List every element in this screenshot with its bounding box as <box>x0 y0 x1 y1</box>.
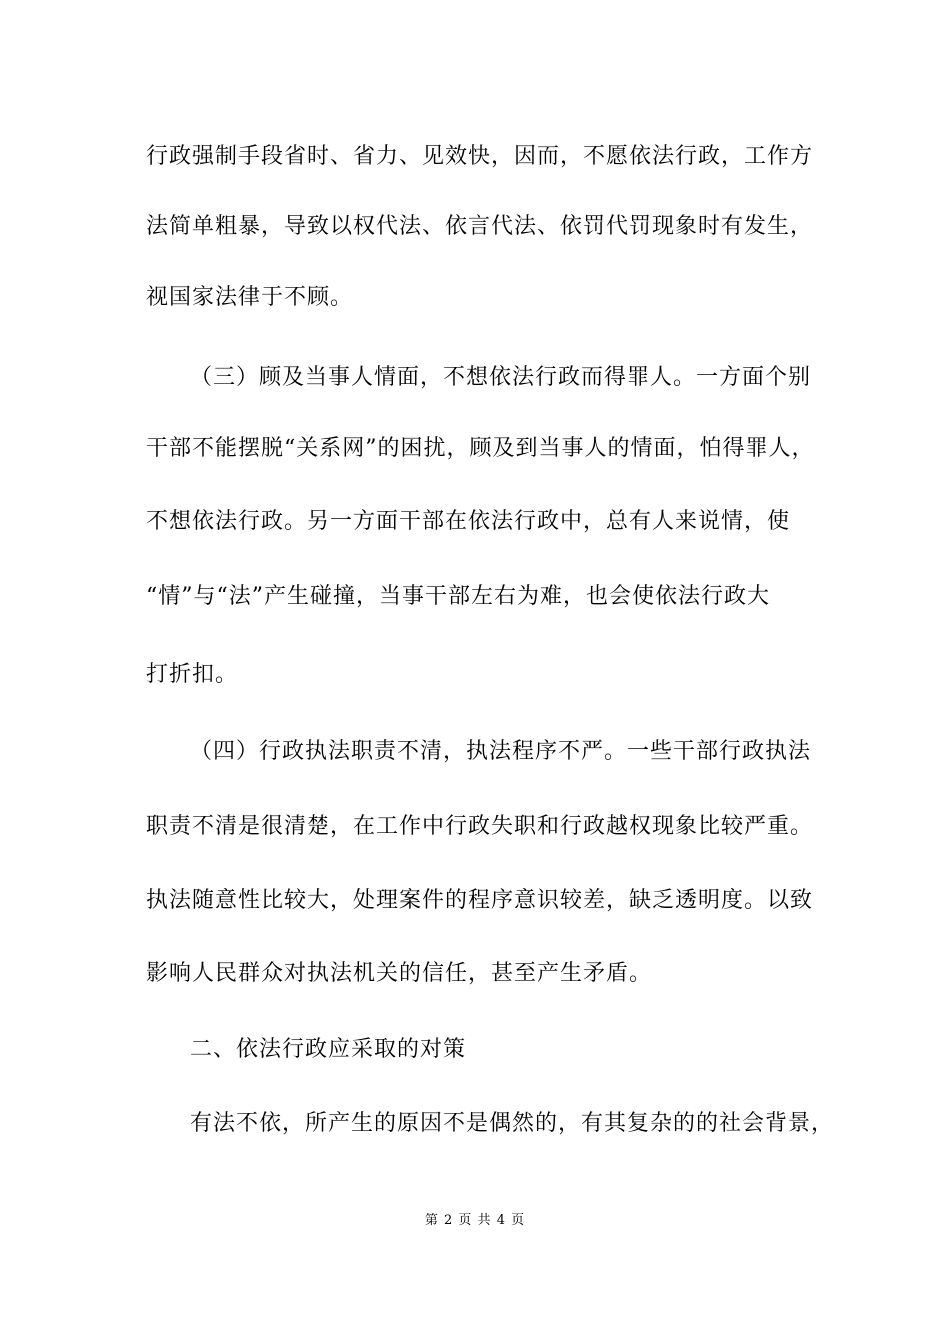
body-text-line: 行政强制手段省时、省力、见效快，因而，不愿依法行政，工作方 <box>146 144 814 169</box>
body-text-line: 干部不能摆脱“关系网”的困扰，顾及到当事人的情面，怕得罪人， <box>146 436 815 461</box>
body-text-line: （四）行政执法职责不清，执法程序不严。一些干部行政执法 <box>190 739 812 764</box>
body-text-line: 职责不清是很清楚，在工作中行政失职和行政越权现象比较严重。 <box>146 814 814 839</box>
section-heading: 二、依法行政应采取的对策 <box>190 1037 467 1062</box>
body-text-line: 执法随意性比较大，处理案件的程序意识较差，缺乏透明度。以致 <box>146 888 814 913</box>
page-number-footer: 第 2 页 共 4 页 <box>424 1213 526 1228</box>
body-text-line: 视国家法律于不顾。 <box>146 285 354 310</box>
body-text-line: 打折扣。 <box>146 662 239 687</box>
body-text-line: （三）顾及当事人情面，不想依法行政而得罪人。一方面个别 <box>190 365 812 390</box>
body-text-line: 法简单粗暴，导致以权代法、依言代法、依罚代罚现象时有发生， <box>146 214 814 239</box>
body-text-line: 不想依法行政。另一方面干部在依法行政中，总有人来说情，使 <box>146 509 791 534</box>
body-text-line: 影响人民群众对执法机关的信任，甚至产生矛盾。 <box>146 961 653 986</box>
body-text-line: “情”与“法”产生碰撞，当事干部左右为难，也会使依法行政大 <box>146 584 770 609</box>
body-text-line: 有法不依，所产生的原因不是偶然的，有其复杂的的社会背景， <box>190 1111 835 1136</box>
